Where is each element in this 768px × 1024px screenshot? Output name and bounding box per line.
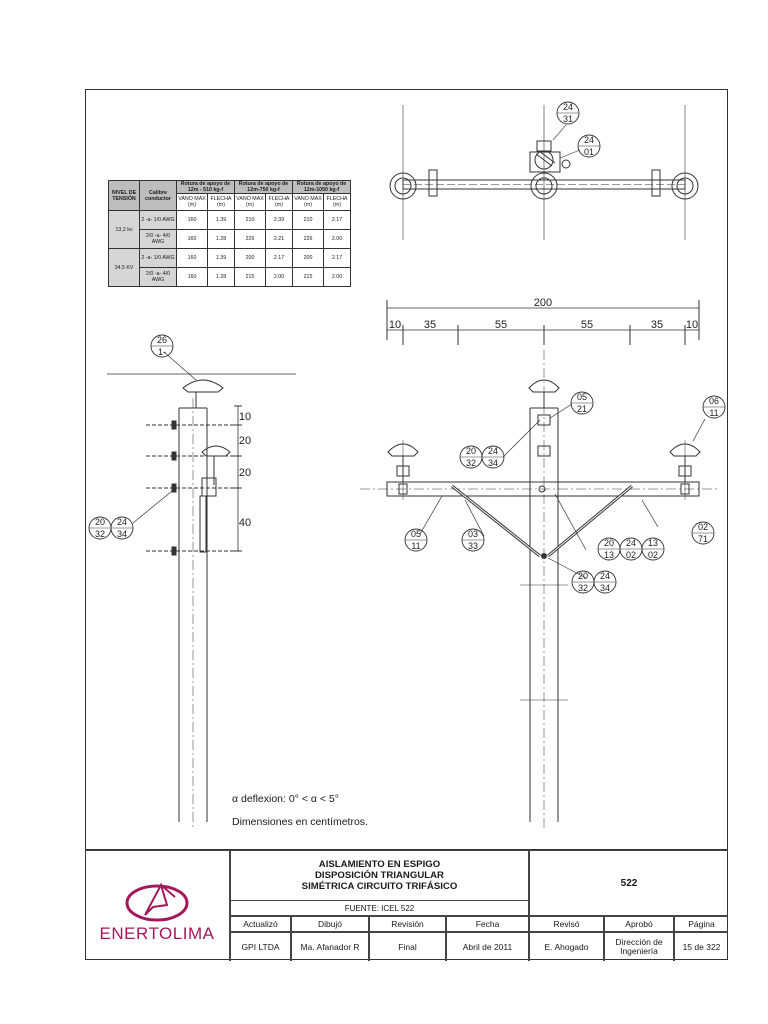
- header-vano: VANO MAX (m): [177, 194, 208, 211]
- svg-text:11: 11: [709, 408, 719, 418]
- svg-text:32: 32: [465, 458, 477, 468]
- dim-seg-1: 10: [388, 319, 402, 331]
- dim-seg-6: 10: [685, 319, 699, 331]
- value-revision: Final: [369, 932, 446, 961]
- header-group-1: Rotura de apoyo de 12m - 510 kg-f: [177, 181, 235, 194]
- svg-text:20: 20: [603, 538, 615, 548]
- svg-text:13: 13: [647, 538, 659, 548]
- dim-seg-3: 55: [494, 319, 508, 331]
- title-line-3: SIMÉTRICA CIRCUITO TRIFÁSICO: [301, 881, 458, 892]
- svg-text:32: 32: [94, 529, 106, 539]
- svg-text:06: 06: [708, 396, 720, 406]
- callout-labels: [95, 102, 719, 593]
- value-dibujo: Ma. Afanador R: [291, 932, 369, 961]
- svg-text:13: 13: [603, 550, 615, 560]
- header-flecha: FLECHA (m): [324, 194, 351, 211]
- svg-text:26: 26: [156, 335, 168, 345]
- title-line-2: DISPOSICIÓN TRIANGULAR: [314, 870, 444, 881]
- value-reviso: E. Ahogado: [529, 932, 604, 961]
- callout-balloons: [89, 102, 725, 593]
- svg-text:34: 34: [599, 583, 611, 593]
- svg-text:1-: 1-: [157, 347, 167, 357]
- header-flecha: FLECHA (m): [208, 194, 235, 211]
- header-dibujo: Dibujó: [291, 916, 369, 932]
- header-nivel: NIVEL DE TENSIÓN: [109, 181, 140, 211]
- svg-text:34: 34: [487, 458, 499, 468]
- dim-side-3: 20: [238, 467, 252, 479]
- svg-text:03: 03: [467, 529, 479, 539]
- svg-text:34: 34: [116, 529, 128, 539]
- header-calibre: Calibre conductor: [140, 181, 177, 211]
- front-view: [360, 300, 720, 830]
- enertolima-logo-icon: [117, 875, 197, 927]
- level-cell: 13,2 kv: [109, 211, 140, 249]
- svg-text:20: 20: [577, 571, 589, 581]
- svg-text:01: 01: [583, 147, 595, 157]
- side-view: [107, 374, 296, 830]
- svg-text:24: 24: [562, 102, 574, 112]
- header-group-2: Rotura de apoyo de 12m-750 kg-f: [235, 181, 293, 194]
- dimensions-note: Dimensiones en centímetros.: [232, 816, 368, 828]
- top-view: [390, 105, 698, 240]
- svg-text:24: 24: [599, 571, 611, 581]
- dim-side-1: 10: [238, 411, 252, 423]
- table-row: 2/0 -a- 4/0 AWG 160 1.28 226 2.21 226 2.00: [109, 230, 351, 249]
- dimension-labels: [239, 297, 698, 529]
- header-aprobo: Aprobó: [604, 916, 674, 932]
- header-vano: VANO MAX (m): [293, 194, 324, 211]
- svg-text:21: 21: [576, 404, 588, 414]
- svg-text:02: 02: [697, 522, 709, 532]
- table-row: 34,5 KV 2 -a- 1/0 AWG 160 1.39 200 2.17 200 2.17: [109, 249, 351, 268]
- dim-seg-5: 35: [650, 319, 664, 331]
- header-flecha: FLECHA (m): [266, 194, 293, 211]
- value-pagina: 15 de 322: [674, 932, 728, 961]
- dim-seg-2: 35: [423, 319, 437, 331]
- table-row: 13,2 kv 2 -a- 1/0 AWG 160 1.39 210 2.39 210 2.17: [109, 211, 351, 230]
- level-cell: 34,5 KV: [109, 249, 140, 287]
- logo-text: ENERTOLIMA: [99, 923, 215, 943]
- drawing-code: 522: [529, 850, 728, 916]
- svg-text:02: 02: [647, 550, 659, 560]
- title-cell: [230, 850, 529, 900]
- svg-text:11: 11: [411, 541, 421, 551]
- svg-text:05: 05: [410, 529, 422, 539]
- svg-text:24: 24: [487, 446, 499, 456]
- svg-text:31: 31: [562, 114, 574, 124]
- dim-total: 200: [533, 297, 553, 309]
- value-fecha: Abril de 2011: [446, 932, 529, 961]
- dim-side-4: 40: [238, 517, 252, 529]
- svg-text:33: 33: [467, 541, 479, 551]
- deflexion-note: α deflexion: 0° < α < 5°: [232, 793, 339, 805]
- fuente: FUENTE: ICEL 522: [230, 900, 529, 916]
- table-row: 2/0 -a- 4/0 AWG 160 1.28 215 2.00 215 2.00: [109, 268, 351, 287]
- svg-text:71: 71: [697, 534, 709, 544]
- title-line-1: AISLAMIENTO EN ESPIGO: [318, 859, 441, 870]
- header-fecha: Fecha: [446, 916, 529, 932]
- header-group-3: Rotura de apoyo de 12m-1050 kg-f: [293, 181, 351, 194]
- dim-seg-4: 55: [580, 319, 594, 331]
- header-vano: VANO MAX (m): [235, 194, 266, 211]
- svg-text:05: 05: [576, 392, 588, 402]
- svg-text:20: 20: [94, 517, 106, 527]
- value-aprobo: Dirección de Ingeniería: [604, 932, 674, 961]
- svg-text:24: 24: [583, 135, 595, 145]
- svg-text:24: 24: [116, 517, 128, 527]
- value-actualizo: GPI LTDA: [230, 932, 291, 961]
- header-revision: Revisión: [369, 916, 446, 932]
- svg-text:20: 20: [465, 446, 477, 456]
- dim-side-2: 20: [238, 435, 252, 447]
- logo-cell: [85, 850, 230, 961]
- svg-text:24: 24: [625, 538, 637, 548]
- svg-text:32: 32: [577, 583, 589, 593]
- header-pagina: Página: [674, 916, 728, 932]
- title-block: [85, 849, 728, 960]
- header-reviso: Revisó: [529, 916, 604, 932]
- svg-text:02: 02: [625, 550, 637, 560]
- header-actualizo: Actualizó: [230, 916, 291, 932]
- span-table: [108, 180, 351, 287]
